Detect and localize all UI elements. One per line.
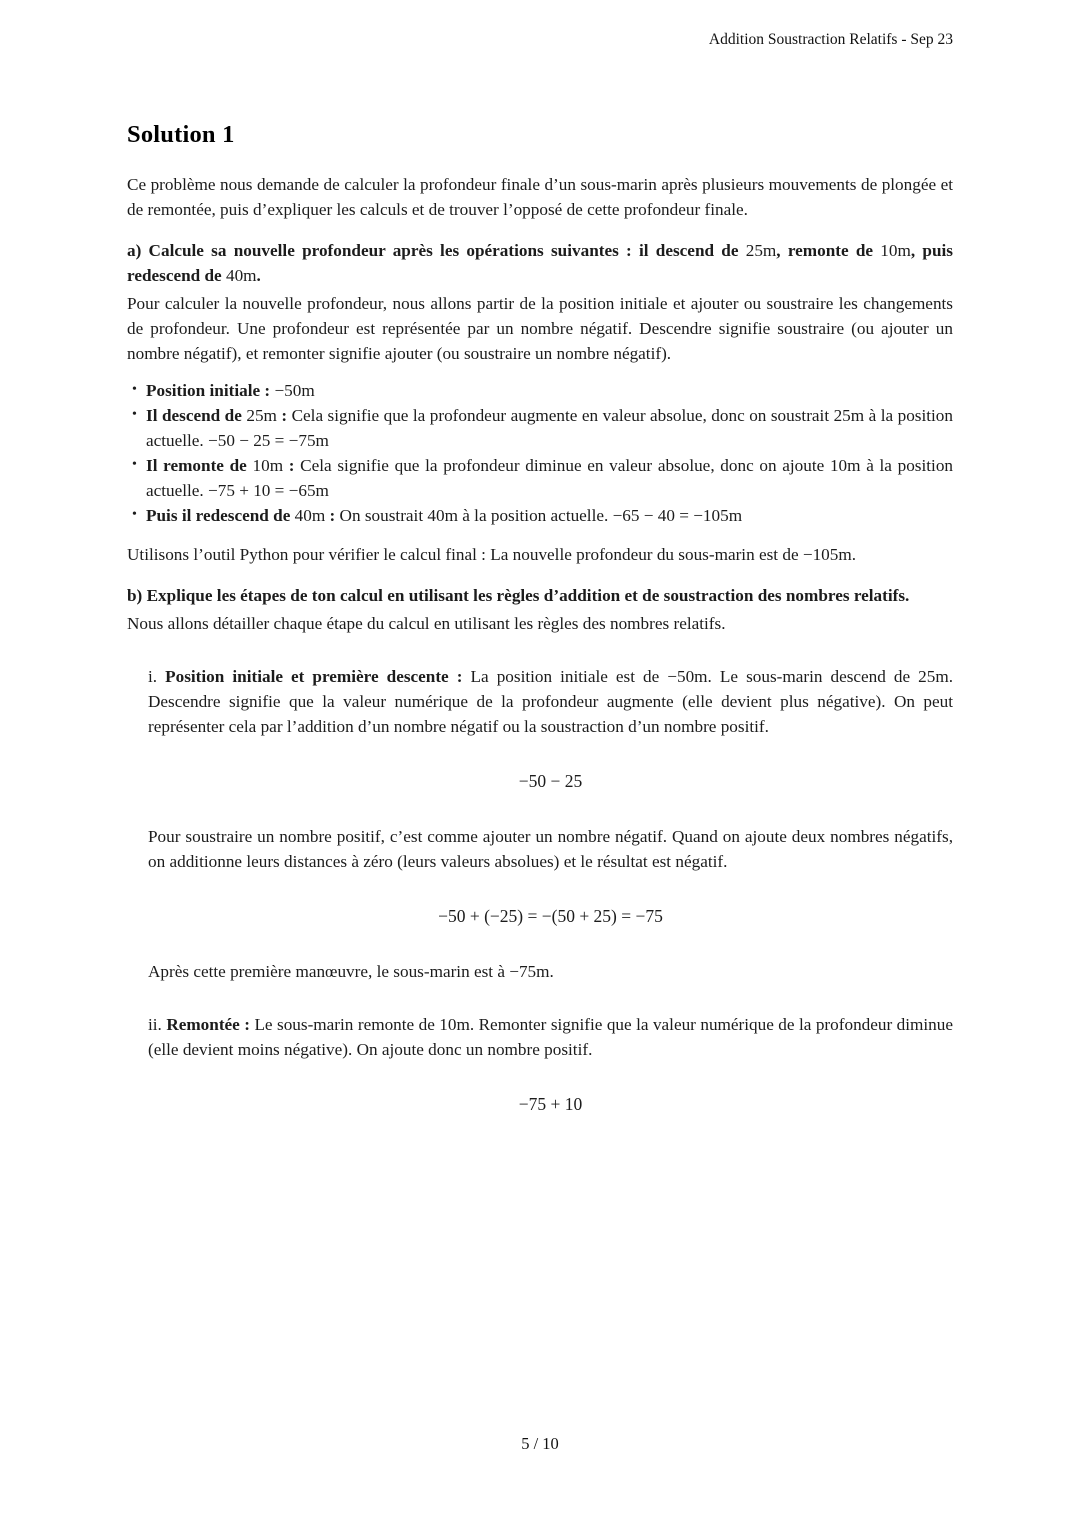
step-number: i. [148, 667, 158, 686]
bullet-icon: • [132, 457, 137, 472]
list-item [127, 503, 953, 528]
python-check-paragraph [127, 542, 953, 567]
step-block-ii [127, 1012, 953, 1115]
bullet-label: Il descend de [146, 406, 247, 425]
bullet-text: On soustrait 40m à la position actuelle. [335, 506, 613, 525]
bullet-label-math: 10m [252, 456, 284, 475]
heading-segment: , remonte de [776, 241, 881, 260]
page-number: 5 / 10 [521, 1434, 559, 1453]
part-a-heading [127, 238, 953, 288]
header-title: Addition Soustraction Relatifs - Sep 23 [708, 31, 953, 48]
display-equation-2: −50 + (−25) = −(50 + 25) = −75 [438, 906, 663, 926]
step-text: Le sous-marin remonte de 10m. Remonter signifie que la valeur numérique de la profondeur diminue (elle devient moins négative). On ajoute donc un nombre positif. [148, 1015, 953, 1059]
intro-paragraph: Ce problème nous demande de calculer la profondeur finale d’un sous-marin après plusieurs mouvements de plongée et de remontée, puis d’expliquer les calculs et de trouver l’opposé de cette profondeur finale. [127, 175, 953, 219]
bullet-math: −65 − 40 = −105m [612, 506, 743, 525]
step-label: Position initiale et première descente : [165, 667, 463, 686]
heading-segment: . [256, 266, 261, 285]
bullet-text: Cela signifie que la profondeur diminue en valeur absolue, donc on ajoute 10m à la position actuelle. [146, 456, 954, 500]
display-equation-1: −50 − 25 [518, 771, 583, 791]
bullet-icon: • [132, 407, 137, 422]
bullet-label: : [325, 506, 336, 525]
part-b-heading: b) Explique les étapes de ton calcul en utilisant les règles d’addition et de soustraction des nombres relatifs. [127, 586, 910, 605]
bullet-label: : [283, 456, 295, 475]
bullet-label: Il remonte de [146, 456, 253, 475]
heading-segment: , puis redescend de [127, 241, 953, 285]
bullet-label: Puis il redescend de [146, 506, 295, 525]
heading-math-segment: 10m [880, 241, 911, 260]
paragraph-math-segment: −105m [802, 545, 852, 564]
list-item [127, 453, 953, 503]
depth-steps-list [127, 378, 953, 528]
step-number: ii. [148, 1015, 162, 1034]
bullet-label-math: 40m [294, 506, 326, 525]
page-header [127, 30, 953, 50]
list-item [127, 403, 953, 453]
bullet-math: −50 − 25 = −75m [208, 431, 329, 450]
bullet-label: Position initiale : [146, 381, 271, 400]
step-ii-paragraph [148, 1012, 953, 1062]
bullet-icon: • [132, 382, 137, 397]
bullet-label: : [276, 406, 288, 425]
step-i-paragraph [148, 664, 953, 739]
part-a-intro-paragraph: Pour calculer la nouvelle profondeur, nous allons partir de la position initiale et ajouter ou soustraire les changements de profondeur. Une profondeur est représentée par un nombre négatif. Descendre signifie soustraire (ou ajouter un nombre négatif), et remonter signifie ajouter (ou soustraire un nombre négatif). [127, 294, 953, 363]
heading-math-segment: 25m [745, 241, 777, 260]
step-i-result: Après cette première manœuvre, le sous-marin est à −75m. [148, 962, 554, 981]
bullet-text: Cela signifie que la profondeur augmente en valeur absolue, donc on soustrait 25m à la position actuelle. [146, 406, 953, 450]
bullet-label-math: 25m [246, 406, 277, 425]
step-i-explanation: Pour soustraire un nombre positif, c’est comme ajouter un nombre négatif. Quand on ajoute deux nombres négatifs, on additionne leurs distances à zéro (leurs valeurs absolues) et le résultat est négatif. [148, 827, 953, 871]
paragraph-segment: Utilisons l’outil Python pour vérifier le calcul final : La nouvelle profondeur du sous-marin est de [127, 545, 803, 564]
paragraph-segment: . [851, 545, 857, 564]
list-item [127, 378, 953, 403]
display-equation-3: −75 + 10 [518, 1094, 583, 1114]
heading-math-segment: 40m [225, 266, 257, 285]
bullet-math: −50m [270, 381, 315, 400]
section-title: Solution 1 [127, 121, 235, 148]
part-b-intro-paragraph: Nous allons détailler chaque étape du calcul en utilisant les règles des nombres relatifs. [127, 614, 726, 633]
step-text: La position initiale est de −50m. Le sous-marin descend de 25m. Descendre signifie que la valeur numérique de la profondeur augmente (elle devient plus négative). On peut représenter cela par l’addition d’un nombre négatif ou la soustraction d’un nombre positif. [148, 667, 954, 736]
bullet-icon: • [132, 507, 137, 522]
step-block-i [127, 664, 953, 984]
step-label: Remontée : [166, 1015, 250, 1034]
bullet-math: −75 + 10 = −65m [208, 481, 329, 500]
heading-segment: a) Calcule sa nouvelle profondeur après les opérations suivantes : il descend de [127, 241, 746, 260]
